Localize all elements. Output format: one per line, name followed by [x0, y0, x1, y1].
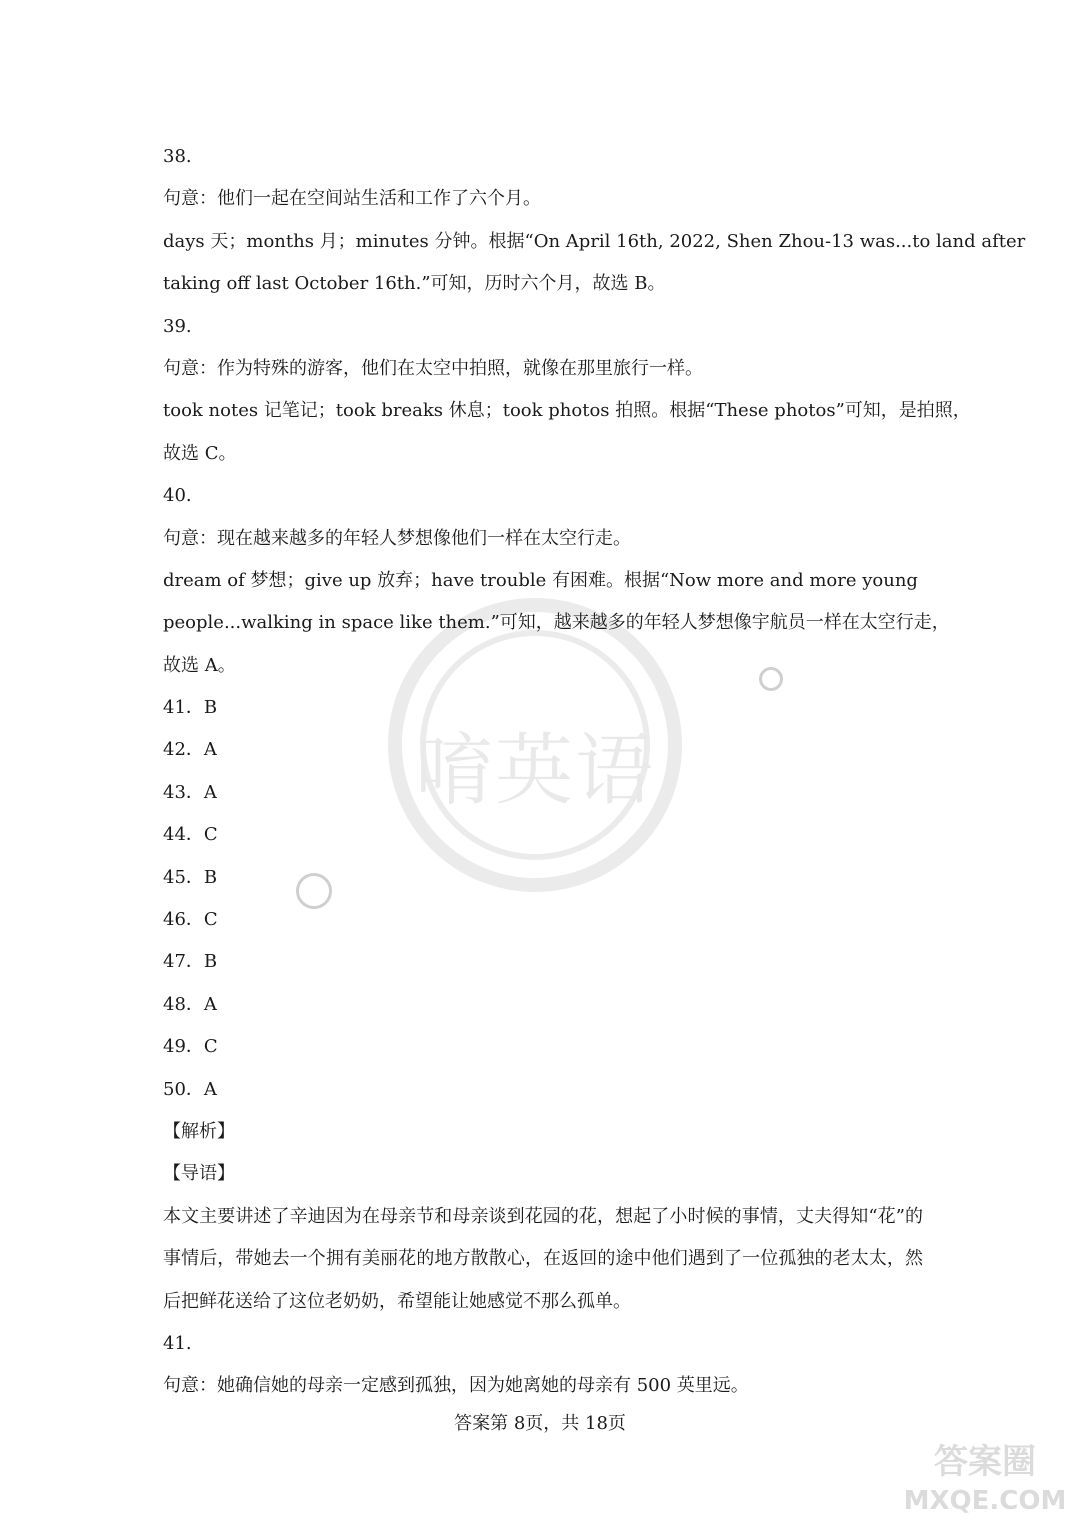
- watermark-text: 唷英语: [414, 726, 655, 816]
- corner-logo: [900, 1440, 1070, 1522]
- section-heading-analysis: 【解析】: [163, 1120, 235, 1142]
- question-number: 39.: [163, 315, 192, 337]
- corner-logo-text: 答案圈: [934, 1442, 1036, 1482]
- answer-item: 45．B: [163, 866, 218, 888]
- explanation-line: people...walking in space like them.”可知，越来越多的年轻人梦想像宇航员一样在太空行走，: [163, 612, 950, 634]
- answer-item: 48．A: [163, 993, 217, 1015]
- answer-item: 43．A: [163, 781, 217, 803]
- answer-item: 47．B: [163, 951, 218, 973]
- explanation-line: 故选 C。: [163, 442, 237, 464]
- question-number: 41.: [163, 1332, 192, 1354]
- corner-logo-domain: MXQE.COM: [903, 1486, 1067, 1516]
- sentence-meaning: 句意：他们一起在空间站生活和工作了六个月。: [163, 188, 541, 210]
- question-number: 38.: [163, 146, 192, 167]
- sentence-meaning: 句意：她确信她的母亲一定感到孤独，因为她离她的母亲有 500 英里远。: [163, 1375, 749, 1397]
- explanation-line: taking off last October 16th.”可知，历时六个月，故选 B。: [163, 273, 666, 295]
- section-heading-intro: 【导语】: [163, 1163, 235, 1185]
- sentence-meaning: 句意：作为特殊的游客，他们在太空中拍照，就像在那里旅行一样。: [163, 357, 703, 379]
- document-body: [163, 136, 1026, 1408]
- answer-item: 41．B: [163, 697, 218, 719]
- question-number: 40.: [163, 485, 192, 507]
- answer-item: 46．C: [163, 909, 218, 931]
- intro-paragraph: 本文主要讲述了辛迪因为在母亲节和母亲谈到花园的花，想起了小时候的事情，丈夫得知“花”的事情后，带她去一个拥有美丽花的地方散散心，在返回的途中他们遇到了一位孤独的老太太，然后把鲜花送给了这位老奶奶，希望能让她感觉不那么孤单。: [163, 1205, 923, 1312]
- page-footer: 答案第 8页，共 18页: [454, 1413, 626, 1434]
- sentence-meaning: 句意：现在越来越多的年轻人梦想像他们一样在太空行走。: [163, 527, 631, 549]
- explanation-line: dream of 梦想；give up 放弃；have trouble 有困难。根据“Now more and more young: [163, 569, 918, 591]
- answer-item: 44．C: [163, 824, 218, 846]
- answer-item: 42．A: [163, 739, 217, 761]
- explanation-line: took notes 记笔记；took breaks 休息；took photos 拍照。根据“These photos”可知，是拍照，: [163, 400, 971, 422]
- explanation-line: 故选 A。: [163, 654, 236, 676]
- answer-item: 50．A: [163, 1078, 217, 1100]
- answer-item: 49．C: [163, 1036, 218, 1058]
- explanation-line: days 天；months 月；minutes 分钟。根据“On April 16th, 2022, Shen Zhou-13 was...to land after: [163, 230, 1026, 252]
